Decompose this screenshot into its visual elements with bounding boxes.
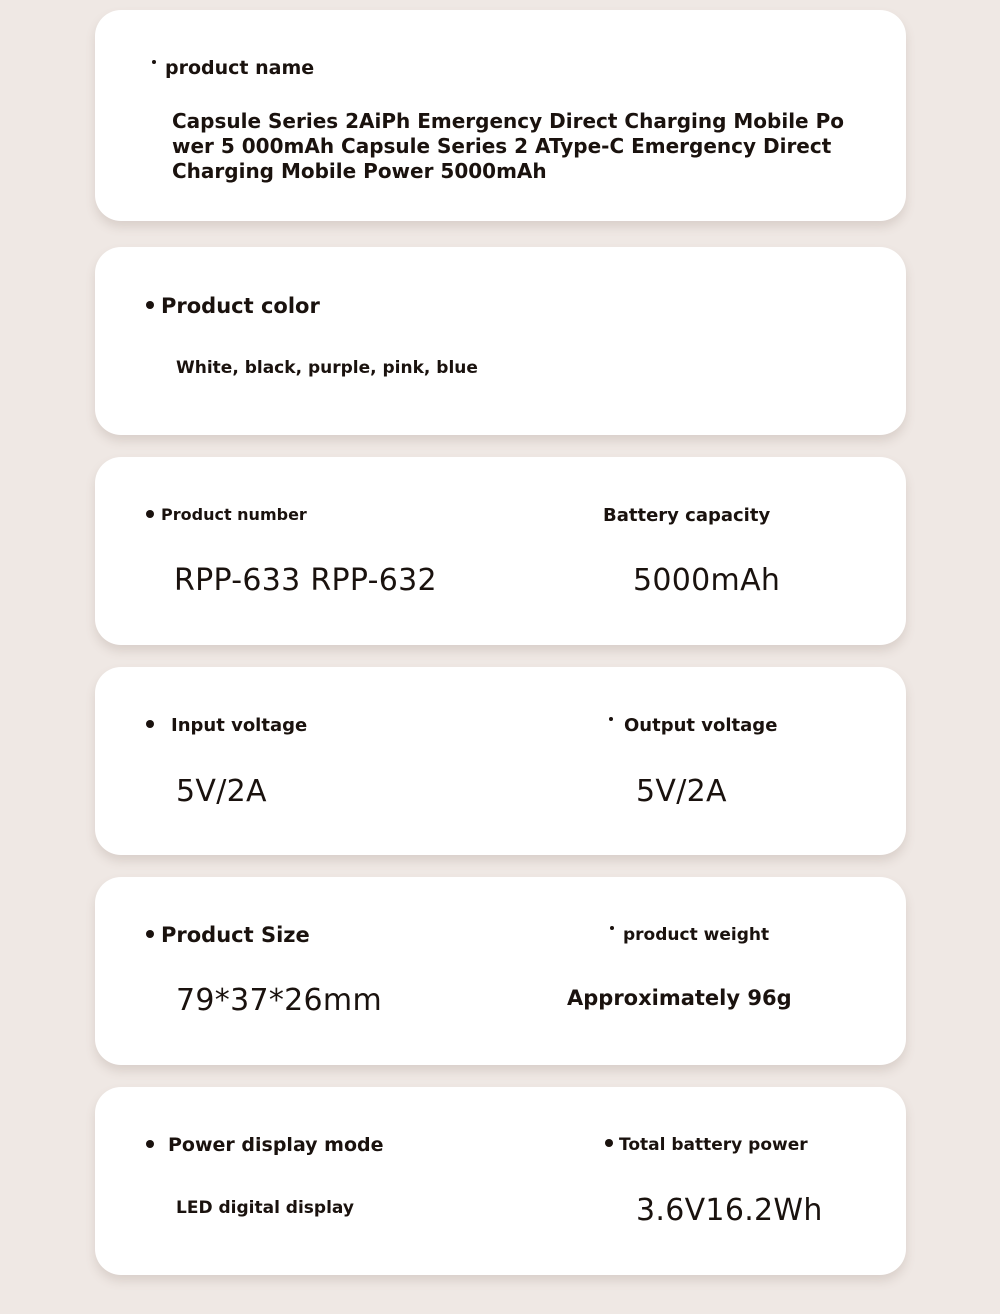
bullet-icon	[146, 930, 154, 938]
output-voltage-label: Output voltage	[624, 715, 778, 736]
battery-capacity-label: Battery capacity	[603, 505, 771, 526]
bullet-icon	[609, 717, 613, 721]
input-voltage-label: Input voltage	[171, 715, 308, 736]
battery-capacity-value: 5000mAh	[633, 563, 781, 598]
product-number-value: RPP-633 RPP-632	[174, 563, 437, 598]
total-battery-power-label: Total battery power	[619, 1135, 808, 1155]
product-size-value: 79*37*26mm	[176, 983, 382, 1018]
power-card	[95, 1087, 906, 1275]
total-battery-power-label-row	[605, 1135, 808, 1155]
product-size-label: Product Size	[161, 923, 310, 947]
bullet-icon	[152, 60, 156, 64]
power-display-mode-label-row	[146, 1134, 384, 1156]
product-weight-value: Approximately 96g	[567, 986, 792, 1010]
product-name-label-row	[152, 57, 314, 79]
product-weight-label: product weight	[623, 925, 770, 945]
total-battery-power-value: 3.6V16.2Wh	[636, 1193, 823, 1228]
bullet-icon	[610, 926, 614, 930]
input-voltage-value: 5V/2A	[176, 774, 267, 809]
product-name-label: product name	[165, 57, 315, 79]
bullet-icon	[146, 301, 154, 309]
bullet-icon	[605, 1139, 613, 1147]
product-color-value: White, black, purple, pink, blue	[176, 358, 478, 378]
bullet-icon	[146, 720, 154, 728]
product-color-label-row	[146, 294, 320, 318]
product-number-label: Product number	[161, 505, 307, 524]
product-color-card	[95, 247, 906, 435]
power-display-mode-value: LED digital display	[176, 1198, 354, 1218]
product-color-label: Product color	[161, 294, 320, 318]
product-number-card	[95, 457, 906, 645]
input-voltage-label-row	[146, 715, 307, 736]
product-size-label-row	[146, 923, 310, 947]
bullet-icon	[146, 1140, 154, 1148]
bullet-icon	[146, 510, 154, 518]
output-voltage-value: 5V/2A	[636, 774, 727, 809]
product-weight-label-row	[610, 925, 769, 945]
output-voltage-label-row	[609, 715, 777, 736]
product-number-label-row	[146, 505, 307, 524]
size-weight-card	[95, 877, 906, 1065]
power-display-mode-label: Power display mode	[168, 1134, 384, 1156]
product-name-card	[95, 10, 906, 221]
voltage-card	[95, 667, 906, 855]
product-name-value: Capsule Series 2AiPh Emergency Direct Charging Mobile Power 5 000mAh Capsule Series 2 AType-C Emergency Direct Charging Mobile Power 5000mAh	[172, 109, 844, 183]
